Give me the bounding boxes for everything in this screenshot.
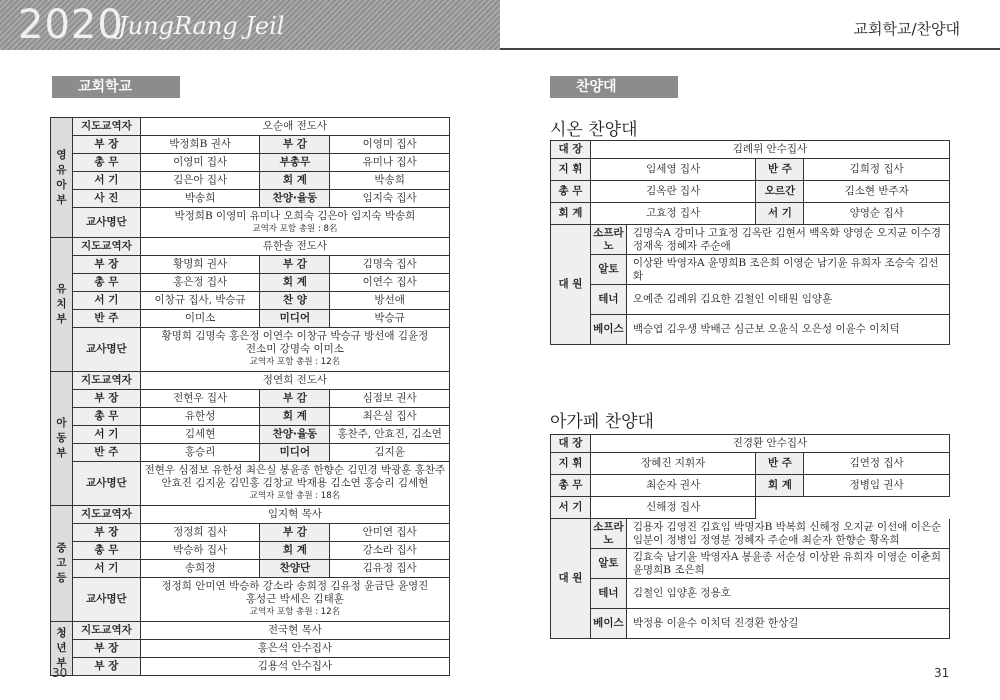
teacher-list-cont: 전소미 강명숙 이미소 [245, 343, 344, 355]
role-label: 회 계 [551, 203, 591, 225]
table-row [51, 640, 450, 658]
group-label [51, 118, 73, 238]
table-row [551, 609, 950, 639]
role-value: 박정희B 권사 [140, 136, 260, 154]
role-label: 총 무 [72, 154, 140, 172]
table-row [51, 408, 450, 426]
group-label [51, 238, 73, 372]
role-value: 김유정 집사 [330, 560, 450, 578]
role-label: 총 무 [72, 274, 140, 292]
table-row [51, 560, 450, 578]
role-label: 총 무 [551, 475, 591, 497]
role-label: 부 장 [72, 640, 140, 658]
table-row [51, 462, 450, 506]
member-names: 김효숙 남기윤 박영자A 봉윤종 서순성 이상완 유희자 이영순 이춘희 윤명희B 조은희 [626, 549, 949, 579]
group-label [51, 372, 73, 506]
role-value: 김명숙 집사 [330, 256, 450, 274]
group-label-char: 유 [56, 163, 67, 176]
role-label: 지도교역자 [72, 118, 140, 136]
role-value: 홍은정 집사 [140, 274, 260, 292]
role-value: 임지숙 집사 [330, 190, 450, 208]
group-label-char: 부 [56, 313, 67, 325]
role-value: 유한성 [140, 408, 260, 426]
table-row [551, 497, 950, 519]
group-label [51, 506, 73, 622]
role-label: 지도교역자 [72, 622, 140, 640]
table-row [551, 203, 950, 225]
role-label: 부 장 [72, 136, 140, 154]
role-label: 부 감 [260, 390, 330, 408]
group-label-char: 동 [56, 432, 67, 444]
table-row [51, 274, 450, 292]
choir-title-sion: 시온 찬양대 [550, 120, 638, 140]
role-label: 회 계 [260, 172, 330, 190]
role-label: 사 진 [72, 190, 140, 208]
role-label: 부 감 [260, 136, 330, 154]
role-value: 최순자 권사 [590, 475, 756, 497]
role-value: 박승규 [330, 310, 450, 328]
table-row [551, 475, 950, 497]
table-row [551, 181, 950, 203]
role-value: 장혜진 지휘자 [590, 453, 756, 475]
member-names: 박정용 이윤수 이치덕 진경환 한상길 [626, 609, 949, 639]
table-row [51, 542, 450, 560]
section-title-choir: 찬양대 [550, 76, 678, 98]
role-label: 부 장 [72, 256, 140, 274]
role-value [140, 208, 449, 238]
role-label: 부 장 [72, 658, 140, 676]
table-row [51, 658, 450, 676]
role-value: 이미소 [140, 310, 260, 328]
role-value: 박송희 [140, 190, 260, 208]
role-label: 지도교역자 [72, 506, 140, 524]
members-label: 대 원 [551, 225, 591, 345]
teacher-list: 황명희 김명숙 홍은정 이연수 이창규 박승규 방선애 김윤정 [161, 330, 429, 342]
role-label: 교사명단 [72, 462, 140, 506]
role-label: 부 감 [260, 256, 330, 274]
role-value: 류한솔 전도사 [140, 238, 449, 256]
table-row [51, 190, 450, 208]
table-row [51, 172, 450, 190]
table-row [51, 578, 450, 622]
role-value: 이영미 집사 [330, 136, 450, 154]
member-names: 김철인 임양훈 정용호 [626, 579, 949, 609]
role-label: 반 주 [72, 444, 140, 462]
role-value: 임세영 집사 [590, 159, 756, 181]
headcount-note: 교역자 포함 총원 : 12名 [249, 607, 341, 617]
role-value: 김은아 집사 [140, 172, 260, 190]
role-label: 오르간 [756, 181, 804, 203]
role-value: 김옥란 집사 [590, 181, 756, 203]
role-label: 부 장 [72, 390, 140, 408]
table-row [551, 549, 950, 579]
role-label: 부 장 [72, 524, 140, 542]
table-row [551, 315, 950, 345]
role-label: 서 기 [72, 292, 140, 310]
table-row [551, 225, 950, 255]
page-number-right: 31 [934, 666, 950, 680]
voice-part-label: 베이스 [590, 315, 626, 345]
role-value [140, 578, 449, 622]
group-label-char: 아 [56, 417, 67, 429]
role-value: 신해정 집사 [590, 497, 756, 519]
role-label: 총 무 [72, 408, 140, 426]
role-value: 진경환 안수집사 [590, 435, 949, 453]
table-row [51, 426, 450, 444]
headcount-note: 교역자 포함 총원 : 8名 [252, 223, 338, 234]
role-label: 지 휘 [551, 159, 591, 181]
role-value: 홍찬주, 안효진, 김소연 [330, 426, 450, 444]
role-label: 총 무 [72, 542, 140, 560]
table-row [51, 524, 450, 542]
table-row [51, 154, 450, 172]
role-label: 찬양단 [260, 560, 330, 578]
choir-title-agape: 아가페 찬양대 [550, 412, 654, 432]
role-label: 회 계 [260, 274, 330, 292]
role-value: 홍승리 [140, 444, 260, 462]
role-label: 미디어 [260, 310, 330, 328]
role-label: 찬양·율동 [260, 190, 330, 208]
role-label: 찬 양 [260, 292, 330, 310]
role-value: 송희정 [140, 560, 260, 578]
empty-cell [756, 497, 950, 519]
choir-table-agape [550, 434, 950, 639]
group-label-char: 부 [56, 657, 67, 669]
group-label-char: 청 [56, 627, 67, 639]
table-row [51, 444, 450, 462]
group-label-char: 부 [56, 193, 67, 206]
role-value: 이영미 집사 [140, 154, 260, 172]
group-label-char: 유 [56, 283, 67, 295]
voice-part-label: 베이스 [590, 609, 626, 639]
role-value: 김지윤 [330, 444, 450, 462]
group-label-char: 등 [56, 572, 67, 584]
role-value: 박송희 [330, 172, 450, 190]
role-label: 미디어 [260, 444, 330, 462]
role-value: 김례위 안수집사 [590, 141, 949, 159]
choir-table-sion [550, 140, 950, 345]
page-number-left: 30 [52, 666, 68, 680]
table-row [51, 136, 450, 154]
group-label-char: 영 [56, 148, 67, 161]
group-label-char: 년 [56, 642, 67, 654]
role-value: 정병임 권사 [804, 475, 950, 497]
role-label: 부 감 [260, 524, 330, 542]
member-names: 이상완 박영자A 윤명희B 조은희 이영순 남기윤 유희자 조승숙 김선화 [626, 255, 949, 285]
table-row [551, 519, 950, 549]
table-row [51, 622, 450, 640]
member-names: 오예준 김례위 김요한 김철인 이태원 임양훈 [626, 285, 949, 315]
role-label: 교사명단 [72, 578, 140, 622]
table-row [51, 238, 450, 256]
role-value: 박승하 집사 [140, 542, 260, 560]
role-value: 김희정 집사 [804, 159, 950, 181]
headcount-note: 교역자 포함 총원 : 12名 [249, 357, 341, 367]
role-value: 김용석 안수집사 [140, 658, 449, 676]
member-names: 백승엽 김우생 박배근 심근보 오윤식 오은성 이윤수 이치덕 [626, 315, 949, 345]
table-row [51, 292, 450, 310]
role-label: 서 기 [551, 497, 591, 519]
voice-part-label: 소프라노 [590, 225, 626, 255]
teacher-list: 박정희B 이영미 유미나 오희숙 김은아 임지숙 박송희 [174, 209, 416, 222]
table-row [51, 118, 450, 136]
member-names: 김용자 김영진 김효임 박명자B 박복희 신해정 오지균 이선애 이은순 임분이 정병임 정영분 정혜자 주순애 최순자 한향순 황옥희 [626, 519, 949, 549]
role-label: 지도교역자 [72, 238, 140, 256]
teacher-list: 정정희 안미연 박승하 강소라 송희정 김유정 윤금단 윤영진 [161, 580, 429, 592]
table-row [551, 141, 950, 159]
group-label-char: 치 [56, 298, 67, 310]
voice-part-label: 테너 [590, 579, 626, 609]
table-row [551, 255, 950, 285]
table-row [51, 328, 450, 372]
role-label: 회 계 [756, 475, 804, 497]
role-label: 대 장 [551, 141, 591, 159]
role-value: 방선애 [330, 292, 450, 310]
role-value: 유미나 집사 [330, 154, 450, 172]
role-label: 총 무 [551, 181, 591, 203]
role-value [140, 462, 449, 506]
table-row [551, 435, 950, 453]
role-value: 최은실 집사 [330, 408, 450, 426]
role-value: 양영순 집사 [804, 203, 950, 225]
voice-part-label: 테너 [590, 285, 626, 315]
role-value: 오순애 전도사 [140, 118, 449, 136]
role-value: 홍은석 안수집사 [140, 640, 449, 658]
role-value: 김세현 [140, 426, 260, 444]
table-row [551, 453, 950, 475]
role-label: 부총무 [260, 154, 330, 172]
member-names: 김명숙A 강미나 고효정 김옥란 김현서 백옥화 양영순 오지균 이수경 정재옥 정혜자 주순애 [626, 225, 949, 255]
role-label: 서 기 [756, 203, 804, 225]
teacher-list: 전현우 심점보 유한성 최은실 봉윤종 한향순 김민경 박광훈 홍찬주 [144, 464, 446, 476]
voice-part-label: 소프라노 [590, 519, 626, 549]
table-row [551, 285, 950, 315]
role-value: 고효정 집사 [590, 203, 756, 225]
table-row [51, 390, 450, 408]
members-label: 대 원 [551, 519, 591, 639]
role-label: 지 휘 [551, 453, 591, 475]
role-value: 강소라 집사 [330, 542, 450, 560]
role-label: 회 계 [260, 408, 330, 426]
role-value: 김소현 반주자 [804, 181, 950, 203]
role-value: 임지혁 목사 [140, 506, 449, 524]
role-value: 이창규 집사, 박승규 [140, 292, 260, 310]
role-value: 황명희 권사 [140, 256, 260, 274]
role-value: 안미연 집사 [330, 524, 450, 542]
header-script-logo: JungRang Jeil [118, 12, 285, 40]
role-label: 반 주 [72, 310, 140, 328]
role-label: 교사명단 [72, 328, 140, 372]
teacher-list-cont: 안효진 김지윤 김민홍 김창교 박재용 김소연 홍승리 김세현 [161, 477, 429, 489]
role-value [140, 328, 449, 372]
group-label-char: 아 [56, 178, 67, 191]
voice-part-label: 알토 [590, 255, 626, 285]
table-row [551, 579, 950, 609]
role-label: 서 기 [72, 172, 140, 190]
role-label: 지도교역자 [72, 372, 140, 390]
role-label: 회 계 [260, 542, 330, 560]
role-label: 찬양·율동 [260, 426, 330, 444]
role-label: 교사명단 [72, 208, 140, 238]
table-row [551, 159, 950, 181]
role-value: 정연희 전도사 [140, 372, 449, 390]
header-right-title: 교회학교/찬양대 [853, 20, 960, 38]
role-value: 이연수 집사 [330, 274, 450, 292]
role-value: 전현우 집사 [140, 390, 260, 408]
role-label: 서 기 [72, 426, 140, 444]
headcount-note: 교역자 포함 총원 : 18名 [249, 491, 341, 501]
header-band [0, 0, 500, 50]
group-label-char: 중 [56, 542, 67, 554]
table-row [51, 256, 450, 274]
table-row [51, 208, 450, 238]
voice-part-label: 알토 [590, 549, 626, 579]
header-year: 2020 [18, 2, 124, 48]
role-label: 반 주 [756, 159, 804, 181]
section-title-church-school: 교회학교 [52, 76, 180, 98]
role-value: 정정희 집사 [140, 524, 260, 542]
role-label: 반 주 [756, 453, 804, 475]
role-value: 김연정 집사 [804, 453, 950, 475]
table-row [51, 506, 450, 524]
table-row [51, 310, 450, 328]
group-label-char: 고 [56, 557, 67, 569]
table-row [51, 372, 450, 390]
role-value: 심점보 권사 [330, 390, 450, 408]
church-school-table [50, 117, 450, 676]
role-label: 대 장 [551, 435, 591, 453]
group-label-char: 부 [56, 447, 67, 459]
role-value: 전국현 목사 [140, 622, 449, 640]
header-right [500, 0, 1000, 50]
role-label: 서 기 [72, 560, 140, 578]
teacher-list-cont: 홍성근 박세은 김태훈 [245, 593, 344, 605]
